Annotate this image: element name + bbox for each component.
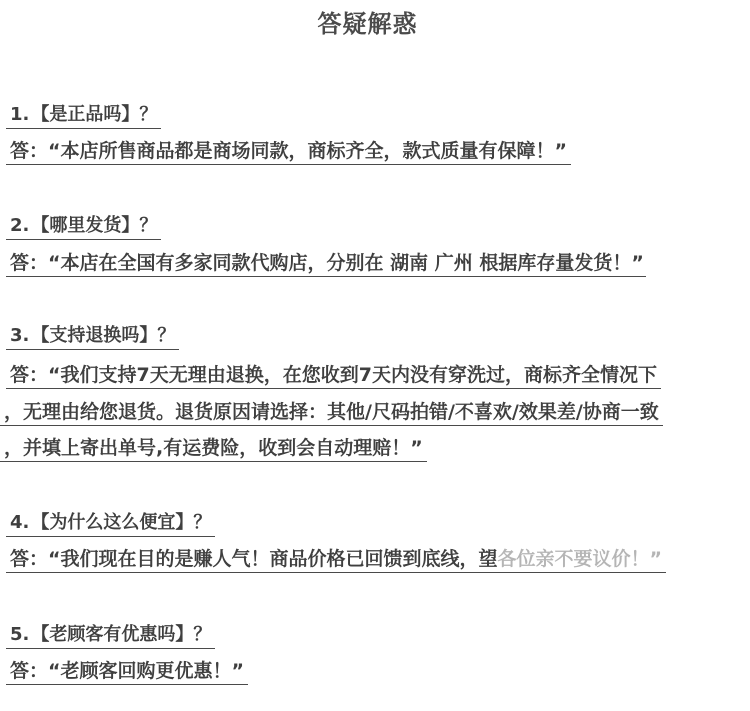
answer-prefix: 答： — [10, 364, 49, 386]
question-text: 【哪里发货】？ — [31, 215, 158, 236]
question-number: 4. — [10, 512, 30, 533]
faq-answer-5 — [6, 660, 248, 685]
answer-prefix: 答： — [10, 252, 49, 274]
answer-prefix: 答： — [10, 140, 49, 162]
answer-text: ，并填上寄出单号,有运费险，收到会自动理赔！” — [4, 437, 423, 459]
faq-question-4 — [6, 512, 215, 537]
faq-answer-1 — [6, 140, 571, 165]
answer-text-faded: 各位亲不要议价！” — [497, 548, 663, 570]
question-text: 【是正品吗】？ — [31, 104, 158, 125]
answer-text: “我们支持7天无理由退换，在您收到7天内没有穿洗过，商标齐全情况下 — [48, 364, 657, 386]
question-text: 【支持退换吗】？ — [31, 325, 176, 346]
question-text: 【为什么这么便宜】？ — [31, 512, 212, 533]
faq-answer-3-line-2 — [0, 401, 663, 426]
faq-answer-3-line-1 — [6, 364, 661, 389]
faq-answer-3-line-3 — [0, 437, 427, 462]
page-title: 答疑解惑 — [317, 10, 418, 38]
faq-question-5 — [6, 624, 215, 649]
faq-question-3 — [6, 325, 179, 350]
faq-question-1 — [6, 104, 161, 129]
answer-text: “本店在全国有多家同款代购店，分别在 湖南 广州 根据库存量发货！” — [48, 252, 644, 274]
question-number: 2. — [10, 215, 30, 236]
faq-answer-2 — [6, 252, 646, 277]
answer-prefix: 答： — [10, 548, 49, 570]
question-number: 3. — [10, 325, 30, 346]
question-text: 【老顾客有优惠吗】？ — [31, 624, 212, 645]
faq-question-2 — [6, 215, 161, 240]
question-number: 1. — [10, 104, 30, 125]
question-number: 5. — [10, 624, 30, 645]
answer-text: “老顾客回购更优惠！” — [48, 660, 244, 682]
answer-text: “我们现在目的是赚人气！商品价格已回馈到底线，望 — [48, 548, 498, 570]
answer-prefix: 答： — [10, 660, 49, 682]
faq-answer-4 — [6, 548, 666, 573]
answer-text: “本店所售商品都是商场同款，商标齐全，款式质量有保障！” — [48, 140, 567, 162]
answer-text: ，无理由给您退货。退货原因请选择：其他/尺码拍错/不喜欢/效果差/协商一致 — [4, 401, 659, 423]
